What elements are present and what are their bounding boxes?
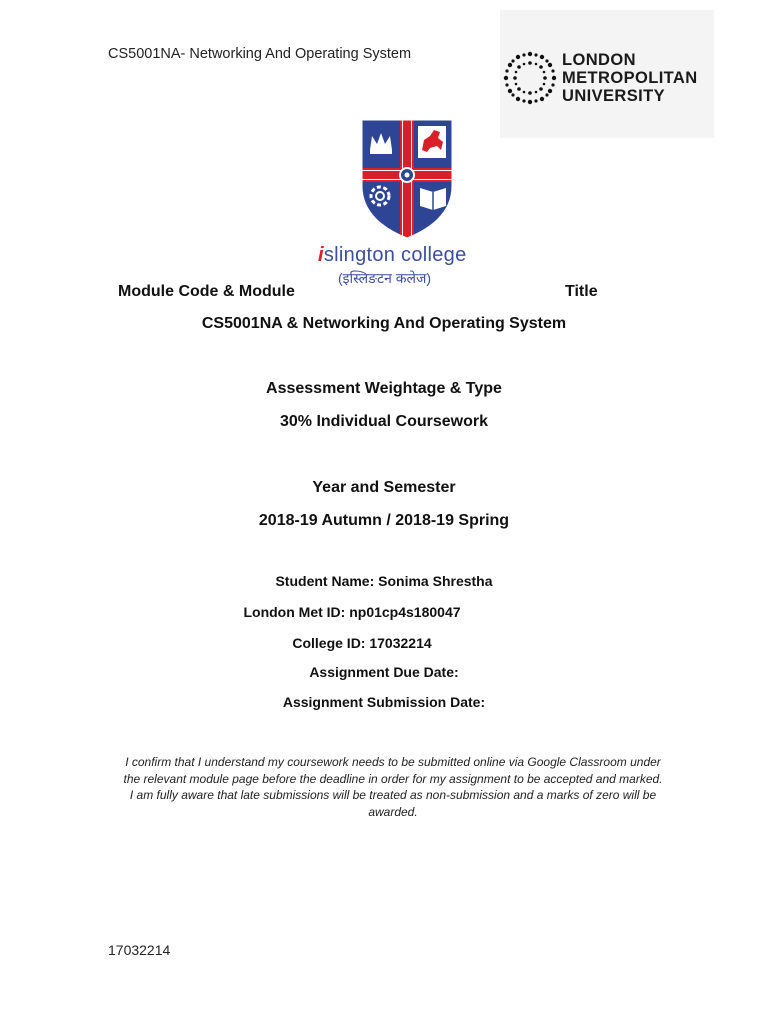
year-value: 2018-19 Autumn / 2018-19 Spring bbox=[258, 512, 510, 529]
college-id: College ID: 17032214 bbox=[292, 635, 432, 651]
module-label-right: Title bbox=[565, 283, 598, 300]
islington-college-crest bbox=[358, 116, 456, 242]
year-label: Year and Semester bbox=[312, 479, 456, 496]
confirmation-line: I am fully aware that late submissions will be treated as non-submission and a marks of zero will be bbox=[129, 788, 657, 802]
lion-icon bbox=[418, 126, 446, 158]
module-value: CS5001NA & Networking And Operating System bbox=[201, 315, 567, 332]
college-name-devanagari: (इस्लिङटन कलेज) bbox=[338, 270, 432, 286]
university-line: UNIVERSITY bbox=[562, 87, 666, 105]
assignment-submission-date: Assignment Submission Date: bbox=[282, 694, 486, 710]
assessment-value: 30% Individual Coursework bbox=[279, 413, 489, 430]
college-name-rest: slington college bbox=[323, 244, 467, 266]
london-met-logo bbox=[498, 10, 716, 138]
london-met-wordmark bbox=[562, 51, 698, 105]
confirmation-line: I confirm that I understand my coursework needs to be submitted online via Google Classroom under bbox=[125, 755, 661, 769]
confirmation-statement bbox=[108, 754, 678, 820]
header-module-title: CS5001NA- Networking And Operating System bbox=[108, 46, 412, 62]
london-met-id: London Met ID: np01cp4s180047 bbox=[243, 604, 461, 620]
college-name-initial: i bbox=[318, 244, 324, 266]
center-gear-icon bbox=[400, 168, 414, 182]
university-line: LONDON bbox=[562, 51, 636, 69]
university-line: METROPOLITAN bbox=[562, 69, 698, 87]
assignment-due-date: Assignment Due Date: bbox=[309, 664, 459, 680]
confirmation-line: awarded. bbox=[368, 804, 418, 819]
student-name: Student Name: Sonima Shrestha bbox=[275, 573, 493, 589]
footer-page-id: 17032214 bbox=[108, 942, 171, 958]
london-met-dots-icon bbox=[502, 50, 558, 106]
islington-college-wordmark bbox=[318, 244, 498, 288]
college-name bbox=[318, 244, 498, 267]
assessment-label: Assessment Weightage & Type bbox=[266, 380, 502, 397]
module-label-left: Module Code & Module bbox=[118, 283, 295, 300]
confirmation-line: the relevant module page before the deadline in order for my assignment to be accepted and marked. bbox=[123, 771, 663, 786]
